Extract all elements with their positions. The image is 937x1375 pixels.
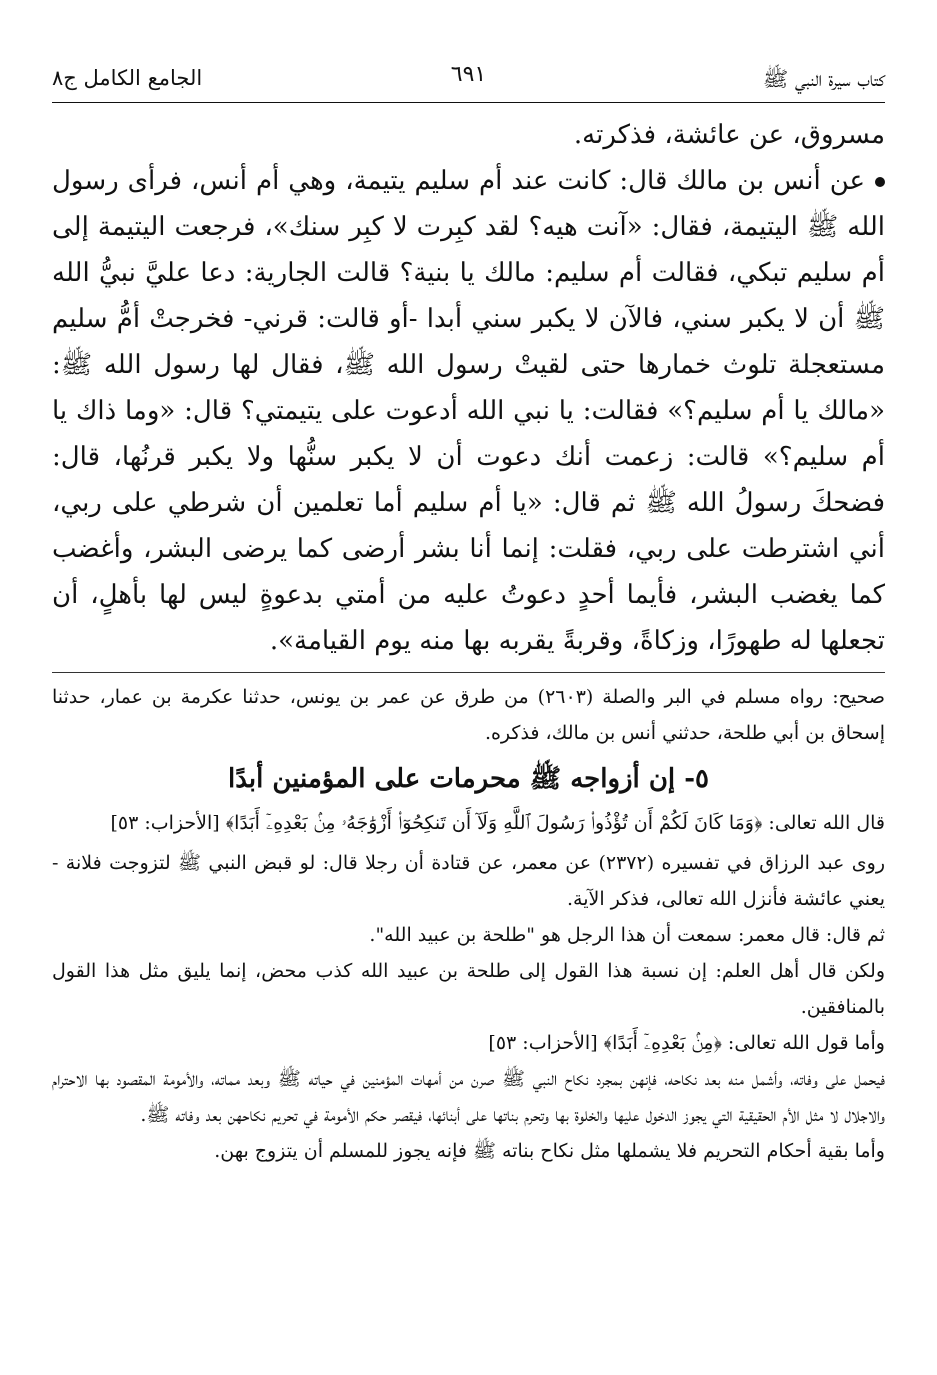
- ayah-reference: [الأحزاب: ٥٣]: [110, 812, 220, 834]
- section-divider: [52, 672, 885, 673]
- mamar-paragraph: ثم قال: قال معمر: سمعت أن هذا الرجل هو "طلحة بن عبيد الله".: [369, 924, 885, 946]
- scholars-paragraph: ولكن قال أهل العلم: إن نسبة هذا القول إلى طلحة بن عبيد الله كذب محض، إنما يليق مثل هذا القول بالمنافقين.: [52, 960, 885, 1018]
- tafsir-paragraph: روى عبد الرزاق في تفسيره (٢٣٧٢) عن معمر، عن قتادة أن رجلا قال: لو قبض النبي ﷺ لتزوجت فلانة - يعني عائشة فأنزل الله تعالى، فذكر الآية.: [52, 852, 886, 910]
- page-number: ٦٩١: [450, 62, 487, 87]
- chapter-heading: ٥- إن أزواجه ﷺ محرمات على المؤمنين أبدًا: [228, 764, 709, 794]
- verse-comment-paragraph: [52, 1025, 885, 1061]
- hadith-text: عن أنس بن مالك قال: كانت عند أم سليم يتيمة، وهي أم أنس، فرأى رسول الله ﷺ اليتيمة، فقال: «آنت هيه؟ لقد كبِرت لا كبِر سنك»، فرجعت اليتيمة إلى أم سليم تبكي، فقالت أم سليم: مالك يا بنية؟ قالت الجارية: دعا عليَّ نبيُّ الله ﷺ أن لا يكبر سني، فالآن لا يكبر سني أبدا -أو قالت: قرني- فخرجتْ أمُّ سليم مستعجلة تلوث خمارها حتى لقيتْ رسول الله ﷺ، فقال لها رسول الله ﷺ: «مالك يا أم سليم؟» فقالت: يا نبي الله أدعوت على يتيمتي؟ قال: «وما ذاك يا أم سليم؟» قالت: زعمت أنك دعوت أن لا يكبر سنُّها ولا يكبر قرنُها، قال: فضحكَ رسولُ الله ﷺ ثم قال: «يا أم سليم أما تعلمين أن شرطي على ربي، أني اشترطت على ربي، فقلت: إنما أنا بشر أرضى كما يرضى البشر، وأغضب كما يغضب البشر، فأيما أحدٍ دعوتُ عليه من أمتي بدعوةٍ ليس لها بأهلٍ، أن تجعلها له طهورًا، وزكاةً، وقربةً يقربه بها منه يوم القيامة».: [52, 166, 885, 656]
- remaining-rulings-paragraph: وأما بقية أحكام التحريم فلا يشملها مثل نكاح بناته ﷺ فإنه يجوز للمسلم أن يتزوج بهن.: [214, 1140, 885, 1162]
- volume-title: الجامع الكامل ج٨: [52, 66, 203, 90]
- continuation-line: مسروق، عن عائشة، فذكرته.: [573, 120, 885, 150]
- ayah-text: ﴿وَمَا كَانَ لَكُمْ أَن تُؤْذُوا۟ رَسُولَ ٱللَّهِ وَلَآ أَن تَنكِحُوٓا۟ أَزْوَٰجَهُۥ مِنۢ بَعْدِهِۦٓ أَبَدًا﴾: [225, 812, 763, 834]
- verse-comment-intro: وأما قول الله تعالى:: [721, 1032, 885, 1054]
- takhrij-note: صحيح: رواه مسلم في البر والصلة (٢٦٠٣) من طرق عن عمر بن يونس، حدثنا عكرمة بن عمار، حدثنا إسحاق بن أبي طلحة، حدثني أنس بن مالك، فذكره.: [52, 686, 886, 744]
- verse-comment-ayah: ﴿مِنۢ بَعْدِهِۦٓ أَبَدًا﴾: [603, 1032, 722, 1054]
- page-body: [52, 112, 885, 1169]
- hadith-paragraph: [52, 158, 885, 664]
- ayah-intro: قال الله تعالى:: [762, 812, 885, 834]
- ayah-paragraph: [52, 805, 885, 841]
- verse-comment-reference: [الأحزاب: ٥٣]: [488, 1032, 604, 1054]
- header-rule: [52, 102, 885, 103]
- book-title: كتاب سيرة النبي ﷺ: [762, 67, 885, 91]
- bullet-icon: [875, 177, 885, 187]
- motherhood-paragraph: فيحمل على وفاته، وأشمل منه بعد نكاحه، فإنهن بمجرد نكاح النبي ﷺ صرن من أمهات المؤمنين في حياته ﷺ وبعد مماته، والأمومة المقصود بها الاحترام والاجلال لا مثل الأم الحقيقية التي يجوز الدخول عليها والخلوة بها وتحرم بناتها على أبنائها، فيقصر حكم الأمومة في تحريم نكاحهن بعد وفاته ﷺ.: [52, 1068, 885, 1126]
- page-header: [52, 62, 885, 102]
